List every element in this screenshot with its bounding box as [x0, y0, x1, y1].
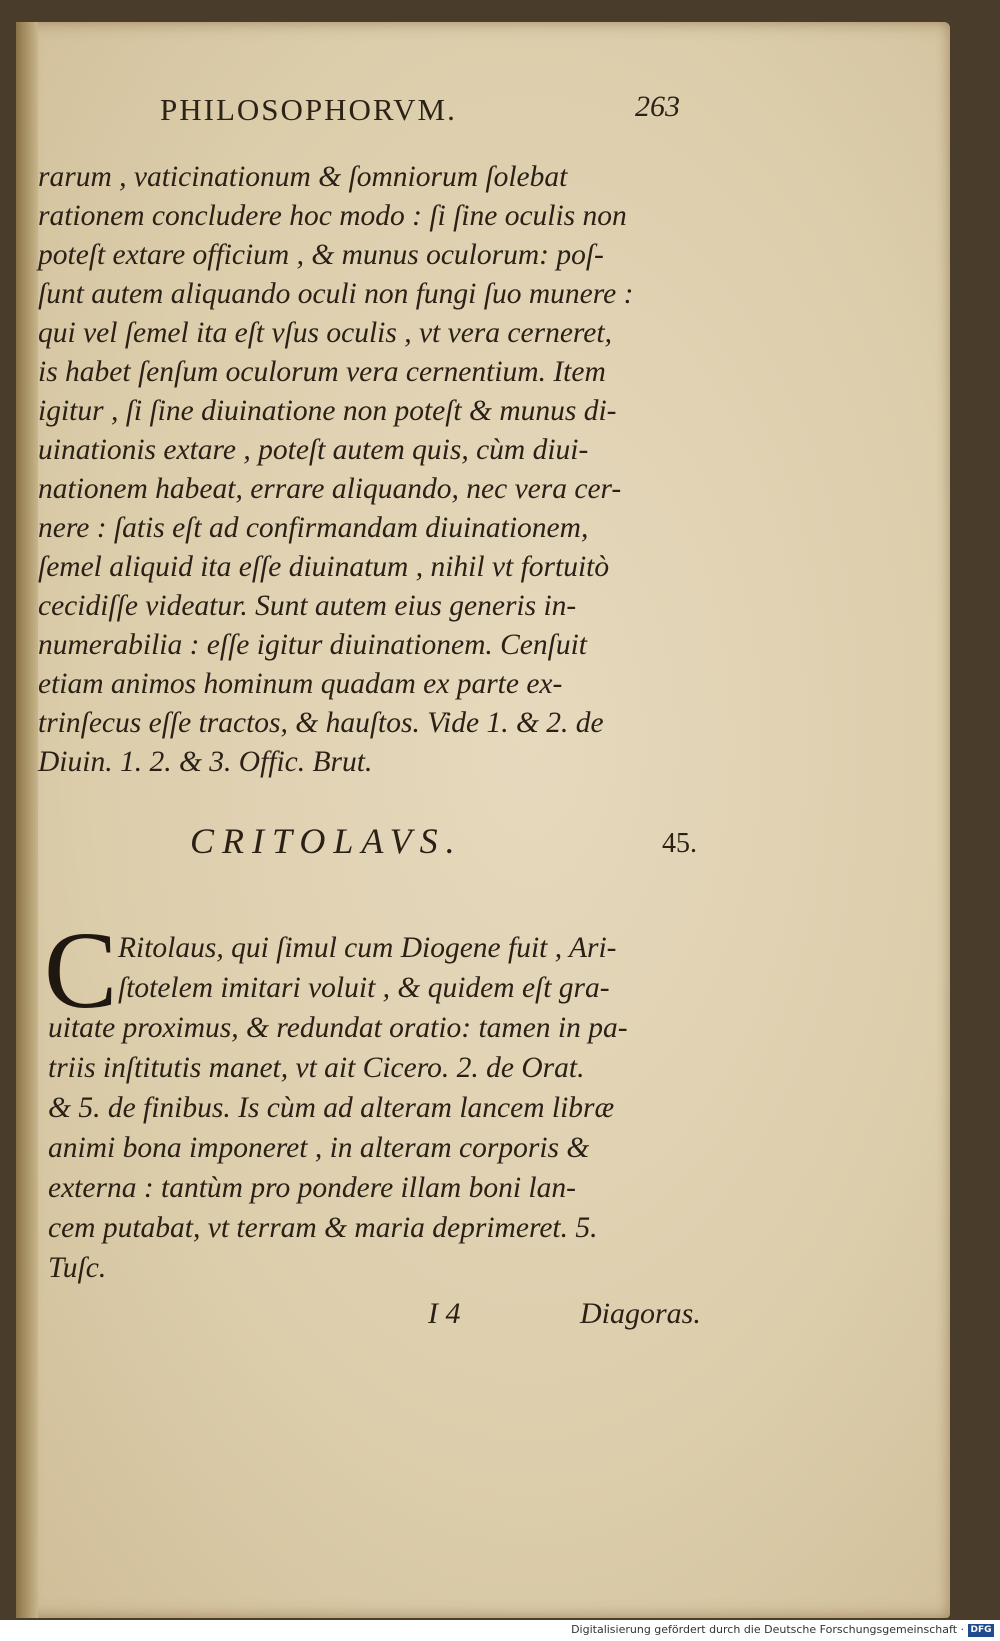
catchword: Diagoras. — [580, 1297, 701, 1330]
text-line: qui vel ſemel ita eſt vſus oculis , vt vera cerneret, — [38, 317, 612, 349]
text-line: etiam animos hominum quadam ex parte ex- — [38, 668, 563, 700]
text-line: nere : ſatis eſt ad confirmandam diuinationem, — [38, 512, 589, 544]
main-text-block — [38, 158, 728, 782]
text-line: Ritolaus, qui ſimul cum Diogene fuit , Ari- — [118, 932, 617, 964]
text-line: is habet ſenſum oculorum vera cernentium. Item — [38, 356, 606, 388]
text-line: uinationis extare , poteſt autem quis, cùm diui- — [38, 434, 589, 466]
text-line: Diuin. 1. 2. & 3. Offic. Brut. — [38, 746, 373, 778]
page-gutter — [16, 22, 38, 1618]
digitization-note: Digitalisierung gefördert durch die Deutsche Forschungsgemeinschaft · — [571, 1623, 964, 1636]
text-line: animi bona imponeret , in alteram corporis & — [48, 1132, 590, 1164]
text-line: trinſecus eſſe tractos, & hauſtos. Vide 1. & 2. de — [38, 707, 604, 739]
page-number: 263 — [635, 90, 680, 123]
section-number: 45. — [662, 828, 697, 859]
dfg-logo: DFG — [968, 1624, 994, 1637]
text-line: ſtotelem imitari voluit , & quidem eſt gra- — [118, 972, 610, 1004]
text-line: & 5. de finibus. Is cùm ad alteram lancem libræ — [48, 1092, 615, 1124]
text-line: externa : tantùm pro pondere illam boni lan- — [48, 1172, 576, 1204]
text-line: Tuſc. — [48, 1252, 107, 1284]
section-heading: CRITOLAVS. — [190, 821, 463, 861]
text-line: ſemel aliquid ita eſſe diuinatum , nihil vt fortuitò — [38, 551, 610, 583]
drop-capital: C — [44, 909, 118, 1031]
text-line: numerabilia : eſſe igitur diuinationem. Cenſuit — [38, 629, 587, 661]
text-line: nationem habeat, errare aliquando, nec vera cer- — [38, 473, 622, 505]
text-line: poteſt extare officium , & munus oculorum: poſ- — [38, 239, 604, 271]
text-line: cem putabat, vt terram & maria deprimeret. 5. — [48, 1212, 598, 1244]
text-line: cecidiſſe videatur. Sunt autem eius generis in- — [38, 590, 577, 622]
text-line: rationem concludere hoc modo : ſi ſine oculis non — [38, 200, 627, 232]
text-line: igitur , ſi ſine diuinatione non poteſt & munus di- — [38, 395, 617, 427]
signature-mark: I 4 — [428, 1297, 461, 1330]
text-line: triis inſtitutis manet, vt ait Cicero. 2. de Orat. — [48, 1052, 585, 1084]
critolaus-paragraph — [48, 928, 728, 1288]
text-line: ſunt autem aliquando oculi non fungi ſuo munere : — [38, 278, 634, 310]
text-line: rarum , vaticinationum & ſomniorum ſolebat — [38, 161, 568, 193]
running-title: PHILOSOPHORVM. — [160, 92, 457, 127]
text-line: uitate proximus, & redundat oratio: tamen in pa- — [48, 1012, 628, 1044]
